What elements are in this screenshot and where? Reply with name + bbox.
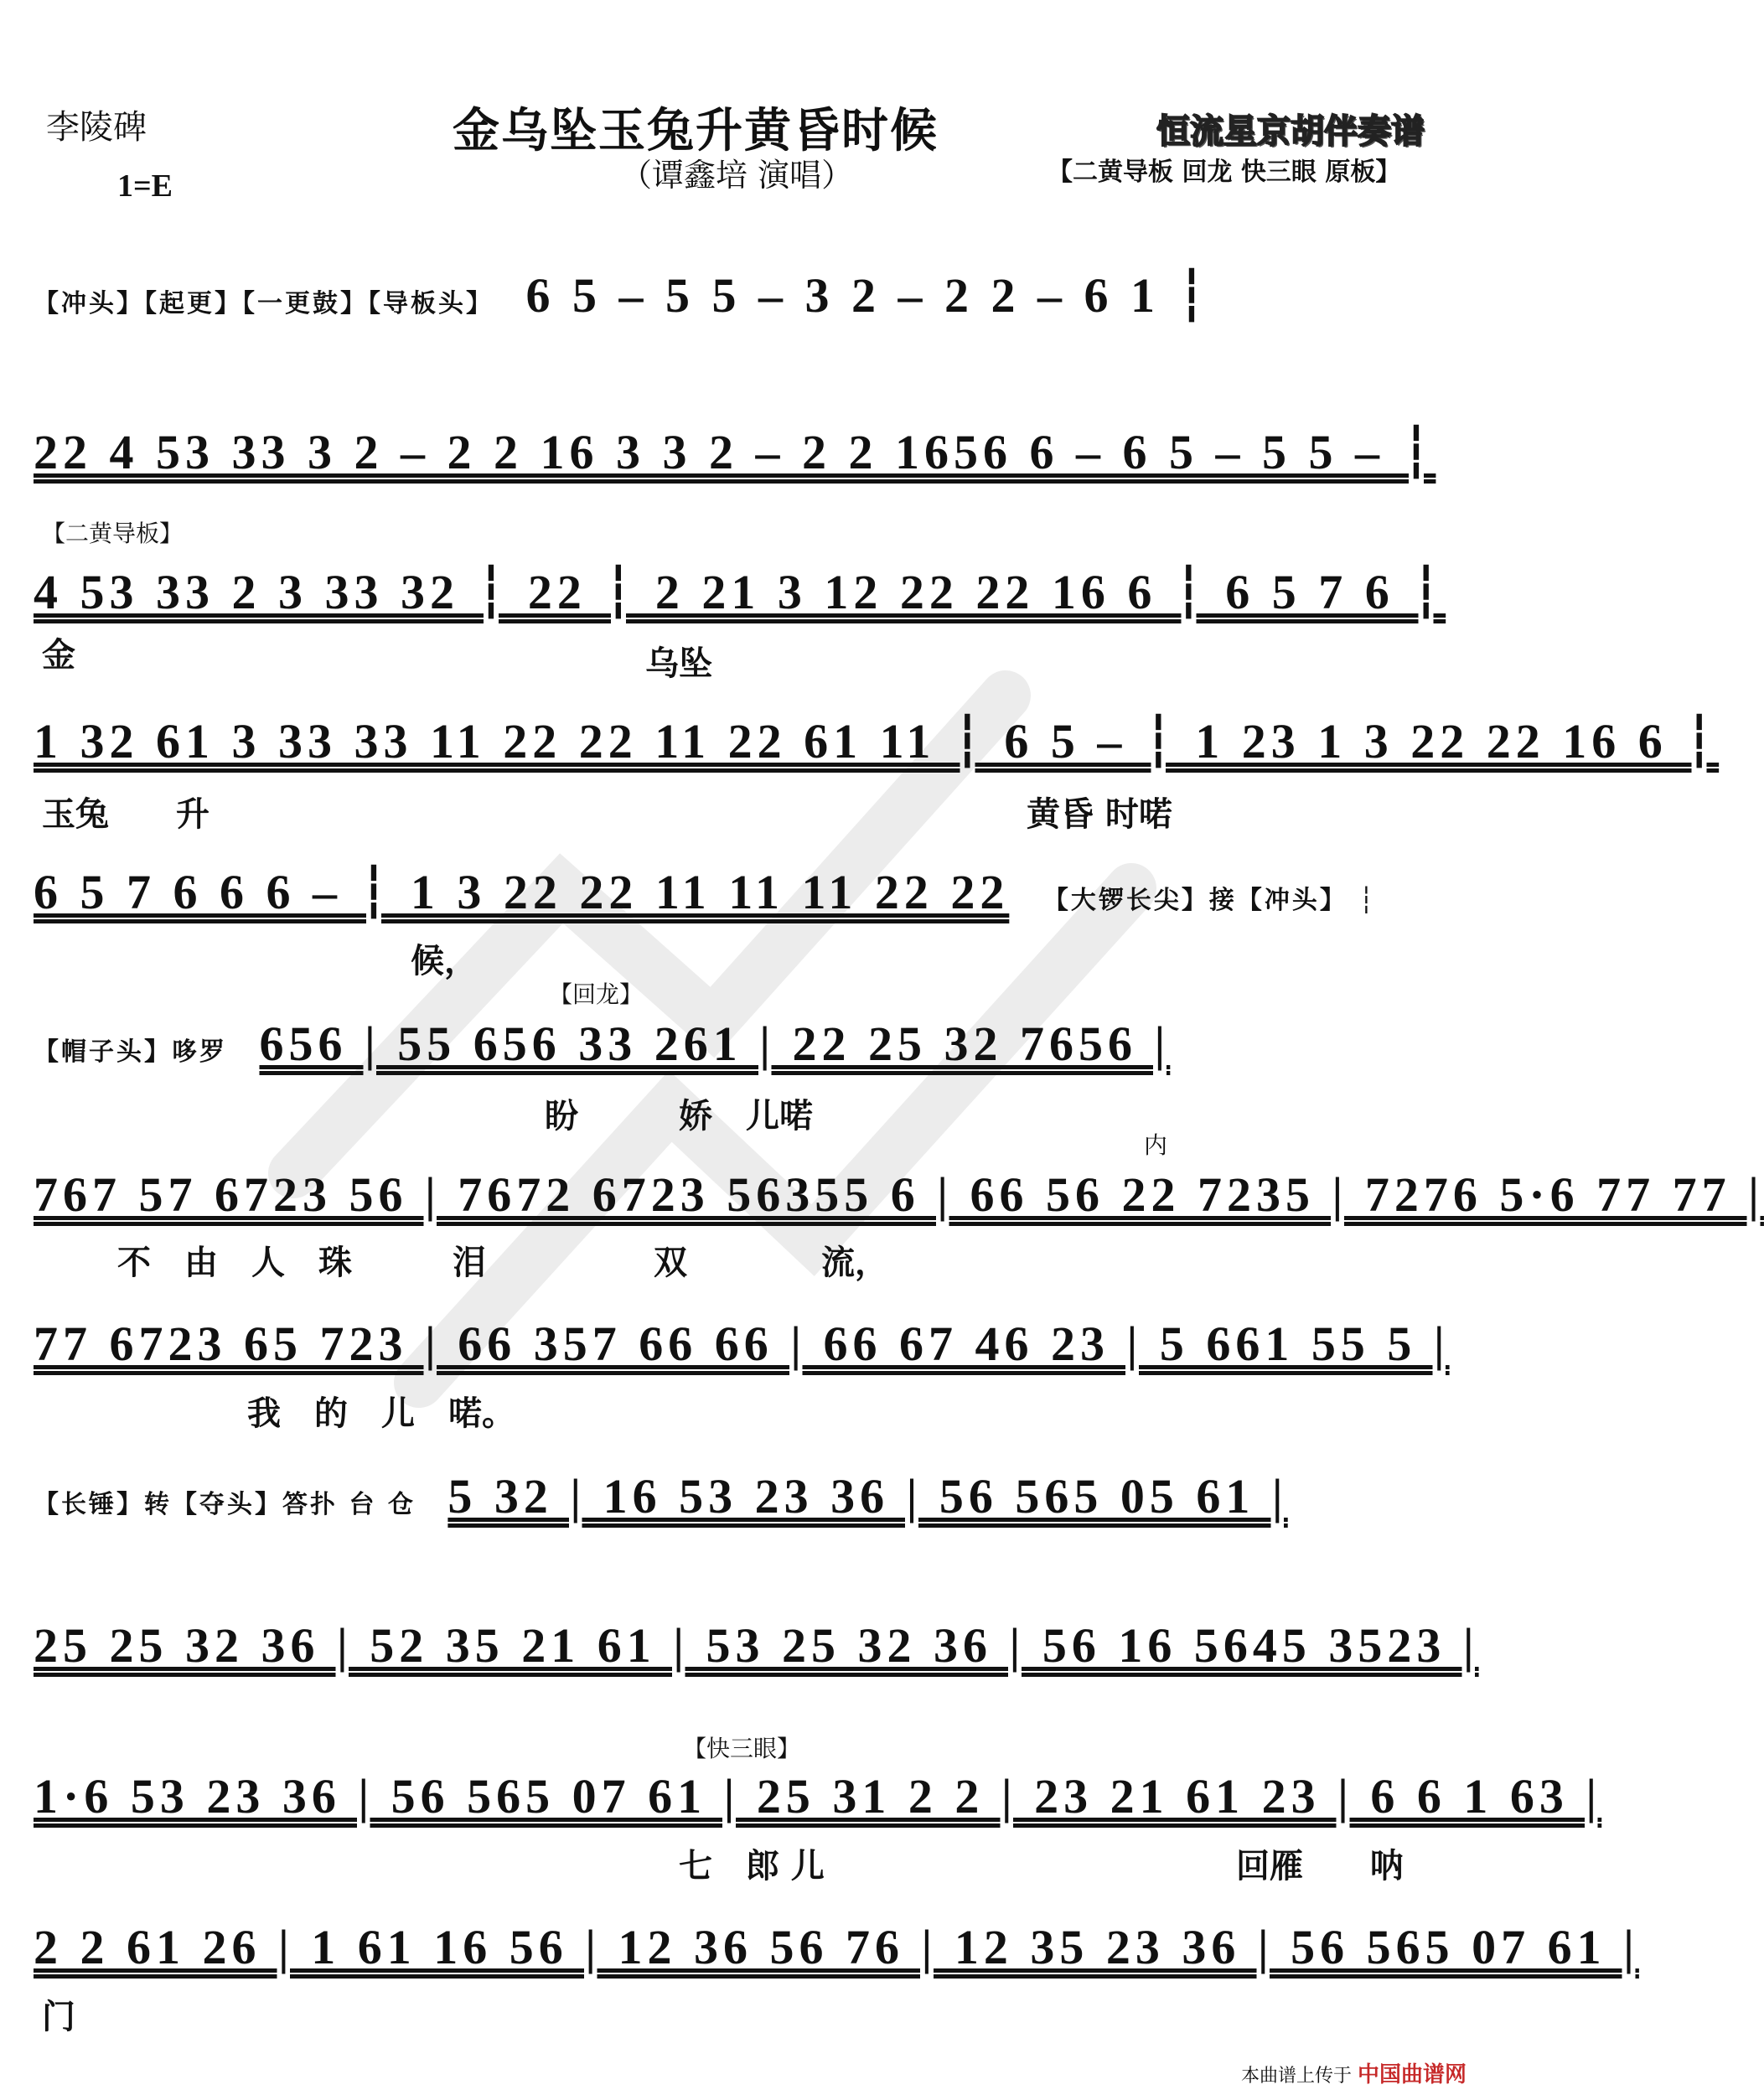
lyric: 黄昏 时喏	[1027, 795, 1172, 834]
score-line-9	[34, 1468, 1467, 1524]
lyric: 候，	[411, 942, 478, 980]
score-line-4	[34, 712, 1720, 769]
notation: 6 5 7 6 6 6 – ┆ 1 3 22 22 11 11 11 22 22	[34, 865, 1010, 919]
score-title: 金乌坠玉兔升黄昏时候	[453, 104, 939, 158]
notation: 5 32 | 16 53 23 36 | 56 565 05 61 |	[447, 1469, 1288, 1523]
singer-credit: （谭鑫培 演唱）	[620, 157, 854, 194]
lyric: 不 由 人 珠 泪 双 流，	[117, 1244, 888, 1282]
lyric: 门	[42, 1998, 75, 2036]
section-label-kuaisanyan: 【快三眼】	[683, 1735, 801, 1762]
lyric: 回雁 呐	[1236, 1847, 1404, 1886]
upload-text: 本曲谱上传于	[1240, 2066, 1352, 2087]
notation: 656 | 55 656 33 261 | 22 25 32 7656 |	[259, 1016, 1171, 1071]
score-line-8	[34, 1316, 1467, 1372]
notation: 22 4 53 33 3 2 – 2 2 16 3 3 2 – 2 2 1656 6 – 6 5 – 5 5 – ┆	[34, 425, 1436, 479]
lyric: 我 的 儿 喏。	[247, 1394, 515, 1433]
lyric: 玉兔 升	[42, 795, 210, 834]
notation: 2 2 61 26 | 1 61 16 56 | 12 36 56 76 | 12 35 23 36 | 56 565 07 61 |	[34, 1920, 1639, 1974]
lyric: 盼 娇 儿喏	[545, 1097, 813, 1135]
notation: 1 32 61 3 33 33 11 22 22 11 22 61 11 ┆ 6 5 – ┆ 1 23 1 3 22 22 16 6 ┆	[34, 714, 1720, 768]
notation: 6 5 – 5 5 – 3 2 – 2 2 – 6 1 ┆	[525, 268, 1212, 323]
brand-stamp: 恒流星京胡伴奏谱	[1156, 112, 1425, 151]
section-label-huilong: 【回龙】	[549, 980, 644, 1008]
section-label-nei: 内	[1144, 1131, 1168, 1159]
score-line-6	[34, 1016, 1467, 1072]
notation: 25 25 32 36 | 52 35 21 61 | 53 25 32 36 | 56 16 5645 3523 |	[34, 1618, 1479, 1673]
percussion-label: 【帽子头】哆罗	[34, 1037, 227, 1067]
key-signature: 1=E	[117, 168, 173, 204]
percussion-label: 【冲头】【起更】【一更鼓】【导板头】	[34, 289, 494, 318]
score-line-1	[34, 266, 1467, 323]
score-line-5	[34, 863, 1467, 920]
percussion-label: 【长锤】转【夺头】答扑 台 仓	[34, 1490, 416, 1519]
lyric: 金	[42, 636, 75, 675]
notation: 4 53 33 2 3 33 32 ┆ 22 ┆ 2 21 3 12 22 22 16 6 ┆ 6 5 7 6 ┆	[34, 565, 1446, 619]
notation: 767 57 6723 56 | 7672 6723 56355 6 | 66 56 22 7235 | 7276 5·6 77 77 |	[34, 1167, 1764, 1222]
site-logo: 中国曲谱网	[1357, 2062, 1467, 2087]
lyric: 乌坠	[645, 644, 712, 683]
score-line-12	[34, 1919, 1639, 1975]
opera-name: 李陵碑	[46, 108, 147, 147]
score-line-2	[34, 423, 1467, 480]
footer	[1241, 2057, 1467, 2088]
notation: 77 6723 65 723 | 66 357 66 66 | 66 67 46 23 | 5 661 55 5 |	[34, 1316, 1450, 1371]
score-line-11	[34, 1768, 1602, 1824]
section-label-daoban: 【二黄导板】	[42, 520, 184, 547]
score-line-3	[34, 563, 1467, 620]
lyric: 七 郎 儿	[679, 1847, 825, 1886]
notation: 1·6 53 23 36 | 56 565 07 61 | 25 31 2 2 | 23 21 61 23 | 6 6 1 63 |	[34, 1769, 1602, 1823]
percussion-label: 【大锣长尖】接【冲头】 ┆	[1042, 886, 1377, 915]
board-types: 【二黄导板 回龙 快三眼 原板】	[1048, 158, 1401, 187]
score-line-10	[34, 1617, 1479, 1673]
score-line-7	[34, 1166, 1764, 1223]
